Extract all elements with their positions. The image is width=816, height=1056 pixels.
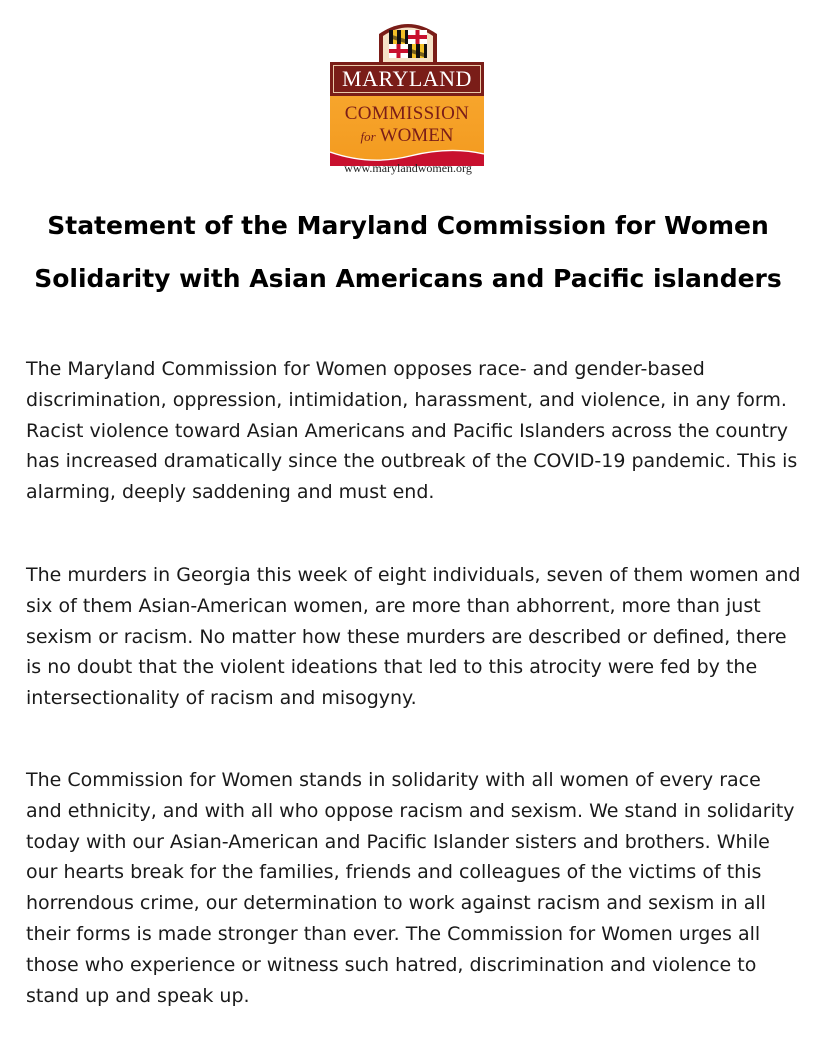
maryland-flag-crest-icon — [375, 18, 441, 62]
commission-for-women-box — [330, 96, 484, 166]
body-paragraph-2: The murders in Georgia this week of eight individuals, seven of them women and six of them Asian-American women, are more than abhorrent, more than just sexism or racism. No matter how these murders are described or defined, there is no doubt that the violent ideations that led to this atrocity were fed by the intersectionality of racism and misogyny. — [26, 564, 801, 710]
statement-subtitle: Solidarity with Asian Americans and Pacific islanders — [34, 264, 782, 293]
maryland-commission-logo — [330, 14, 486, 178]
maryland-wordmark: MARYLAND — [342, 66, 472, 91]
body-paragraph-1: The Maryland Commission for Women opposes race- and gender-based discrimination, oppression, intimidation, harassment, and violence, in any form. Racist violence toward Asian Americans and Pacific Islanders across the country has increased dramatically since the outbreak of the COVID-19 pandemic. This is alarming, deeply saddening and must end. — [26, 358, 798, 504]
logo-website-url: www.marylandwomen.org — [344, 161, 472, 175]
body-paragraph-3: The Commission for Women stands in solidarity with all women of every race and ethnicity, and with all who oppose racism and sexism. We stand in solidarity today with our Asian-American and Pacific Islander sisters and brothers. While our hearts break for the families, friends and colleagues of the victims of this horrendous crime, our determination to work against racism and sexism in all their forms is made stronger than ever. The Commission for Women urges all those who experience or witness such hatred, discrimination and violence to stand up and speak up. — [26, 769, 795, 1007]
logo-women-text: WOMEN — [379, 125, 454, 146]
logo-for-text: for — [360, 129, 376, 144]
maryland-wordmark-box — [330, 62, 484, 96]
statement-title: Statement of the Maryland Commission for Women — [47, 211, 769, 240]
logo-commission-text: COMMISSION — [344, 103, 470, 124]
logo-for-women-text — [330, 126, 484, 145]
